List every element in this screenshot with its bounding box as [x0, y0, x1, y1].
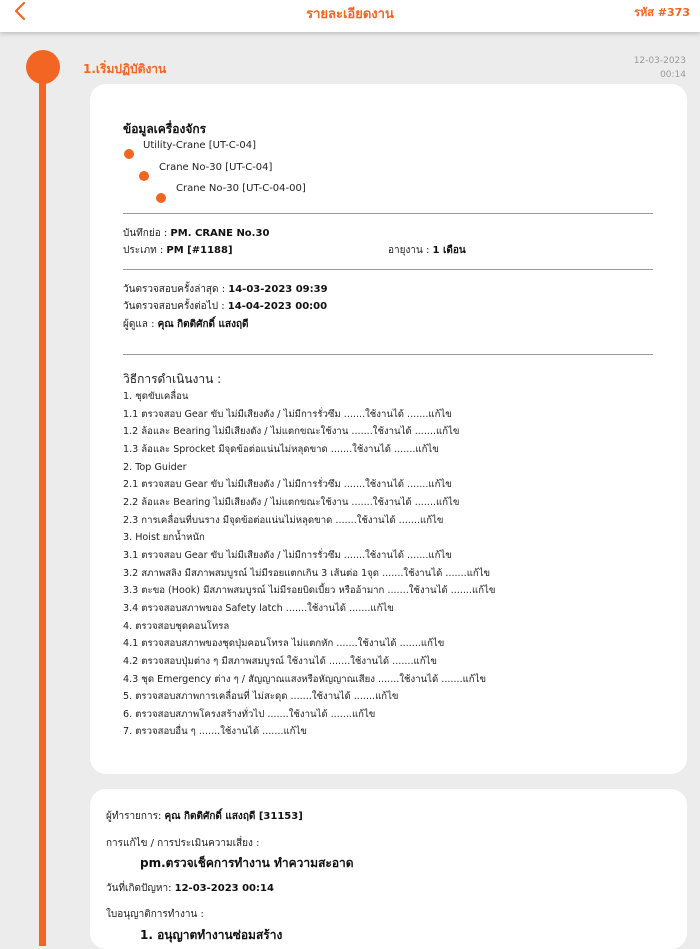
permit-value: 1. อนุญาตทำงานซ่อมสร้าง	[140, 928, 283, 942]
divider	[123, 213, 653, 214]
procedure-line: 1.1 ตรวจสอบ Gear ขับ ไม่มีเสียงดัง / ไม่มีการรั่วซึม .......ใช้งานได้ .......แก้ไข	[123, 408, 452, 420]
step-title: 1.เริ่มปฏิบัติงาน	[83, 62, 167, 76]
machine-section-title: ข้อมูลเครื่องจักร	[123, 122, 207, 136]
top-app-bar	[0, 0, 700, 32]
machine-tree-item-1: Utility-Crane [UT-C-04]	[143, 140, 256, 151]
procedure-line: 1.3 ล้อและ Sprocket มีจุดข้อต่อแน่นไม่หลุดขาด .......ใช้งานได้ .......แก้ไข	[123, 443, 439, 455]
type-row: ประเภท : PM [#1188]	[123, 245, 233, 256]
step-datetime	[634, 54, 686, 82]
procedure-line: 3.1 ตรวจสอบ Gear ขับ ไม่มีเสียงดัง / ไม่มีการรั่วซึม .......ใช้งานได้ .......แก้ไข	[123, 549, 452, 561]
procedure-line: 7. ตรวจสอบอื่น ๆ .......ใช้งานได้ .......แก้ไข	[123, 726, 307, 738]
age-value: 1 เดือน	[432, 245, 466, 256]
procedure-line: 2.3 การเคลื่อนที่บนราง มีจุดข้อต่อแน่นไม่หลุดขาด .......ใช้งานได้ .......แก้ไข	[123, 514, 444, 526]
job-code: รหัส #373	[634, 6, 690, 19]
procedure-line: 4.1 ตรวจสอบสภาพของชุดปุ่มคอนโทรล ไม่แตกหัก .......ใช้งานได้ .......แก้ไข	[123, 638, 445, 650]
procedure-line: 1. ชุดขับเคลื่อน	[123, 391, 189, 402]
supervisor-value: คุณ กิตติศักดิ์ แสงฤดี	[157, 319, 249, 330]
page-title: รายละเอียดงาน	[306, 7, 394, 22]
next-check-value: 14-04-2023 00:00	[227, 301, 328, 312]
report-card	[90, 789, 687, 949]
next-check-row: วันตรวจสอบครั้งต่อไป : 14-04-2023 00:00	[123, 301, 328, 312]
reporter-value: คุณ กิตติศักดิ์ แสงฤดี [31153]	[164, 811, 303, 822]
timeline-dot	[26, 50, 60, 84]
divider	[123, 354, 653, 355]
machine-tree-item-3: Crane No-30 [UT-C-04-00]	[176, 183, 306, 194]
timeline-line	[39, 66, 46, 946]
fix-label: การแก้ไข / การประเมินความเสี่ยง :	[106, 838, 260, 849]
procedure-line: 3.3 ตะขอ (Hook) มีสภาพสมบูรณ์ ไม่มีรอยบิดเบี้ยว หรืออ้ามาก .......ใช้งานได้ .......แก้ไข	[123, 585, 496, 597]
abbr-row: บันทึกย่อ : PM. CRANE No.30	[123, 228, 270, 239]
issue-date-row: วันที่เกิดปัญหา: 12-03-2023 00:14	[106, 883, 274, 894]
reporter-row: ผู้ทำรายการ: คุณ กิตติศักดิ์ แสงฤดี [31153]	[106, 811, 303, 822]
tree-bullet-3	[156, 193, 166, 203]
procedure-line: 1.2 ล้อและ Bearing ไม่มีเสียงดัง / ไม่แตกขณะใช้งาน .......ใช้งานได้ .......แก้ไข	[123, 426, 460, 438]
procedure-line: 2. Top Guider	[123, 461, 187, 473]
permit-label: ใบอนุญาติการทำงาน :	[106, 909, 204, 920]
machine-tree-item-2: Crane No-30 [UT-C-04]	[159, 162, 273, 173]
procedure-line: 3.4 ตรวจสอบสภาพของ Safety latch .......ใช้งานได้ .......แก้ไข	[123, 602, 394, 614]
tree-bullet-1	[124, 149, 134, 159]
tree-bullet-2	[139, 171, 149, 181]
type-value: PM [#1188]	[166, 245, 233, 256]
last-check-value: 14-03-2023 09:39	[228, 284, 328, 295]
procedure-line: 3.2 สภาพสลิง มีสภาพสมบูรณ์ ไม่มีรอยแตกเกิน 3 เส้นต่อ 1จุด .......ใช้งานได้ .......แก้ไข	[123, 567, 491, 579]
step-date: 12-03-2023	[633, 56, 686, 66]
job-detail-card	[90, 84, 687, 774]
supervisor-row: ผู้ดูแล : คุณ กิตติศักดิ์ แสงฤดี	[123, 319, 249, 330]
procedure-line: 4.3 ชุด Emergency ต่าง ๆ / สัญญาณแสงหรือหัญญาณเสียง .......ใช้งานได้ .......แก้ไข	[123, 673, 486, 685]
abbr-value: PM. CRANE No.30	[170, 228, 270, 239]
divider	[123, 269, 653, 270]
procedure-line: 2.2 ล้อและ Bearing ไม่มีเสียงดัง / ไม่แตกขณะใช้งาน .......ใช้งานได้ .......แก้ไข	[123, 496, 460, 508]
procedure-line: 2.1 ตรวจสอบ Gear ขับ ไม่มีเสียงดัง / ไม่มีการรั่วซึม .......ใช้งานได้ .......แก้ไข	[123, 479, 452, 491]
age-row: อายุงาน : 1 เดือน	[388, 245, 466, 256]
last-check-row: วันตรวจสอบครั้งล่าสุด : 14-03-2023 09:39	[123, 284, 328, 295]
procedure-list	[123, 388, 663, 741]
fix-value: pm.ตรวจเช็คการทำงาน ทำความสะอาด	[140, 856, 354, 870]
procedure-line: 3. Hoist ยกน้ำหนัก	[123, 532, 205, 544]
procedure-line: 5. ตรวจสอบสภาพการเคลื่อนที่ ไม่สะดุด .......ใช้งานได้ .......แก้ไข	[123, 691, 399, 703]
procedure-line: 6. ตรวจสอบสภาพโครงสร้างทั่วไป .......ใช้งานได้ .......แก้ไข	[123, 708, 376, 720]
step-time: 00:14	[660, 70, 686, 80]
procedure-title: วิธีการดำเนินงาน :	[123, 372, 222, 386]
procedure-line: 4. ตรวจสอบชุดคอนโทรล	[123, 620, 230, 632]
issue-date-value: 12-03-2023 00:14	[174, 883, 274, 894]
procedure-line: 4.2 ตรวจสอบปุ่มต่าง ๆ มีสภาพสมบูรณ์ ใช้งานได้ .......ใช้งานได้ .......แก้ไข	[123, 655, 437, 667]
